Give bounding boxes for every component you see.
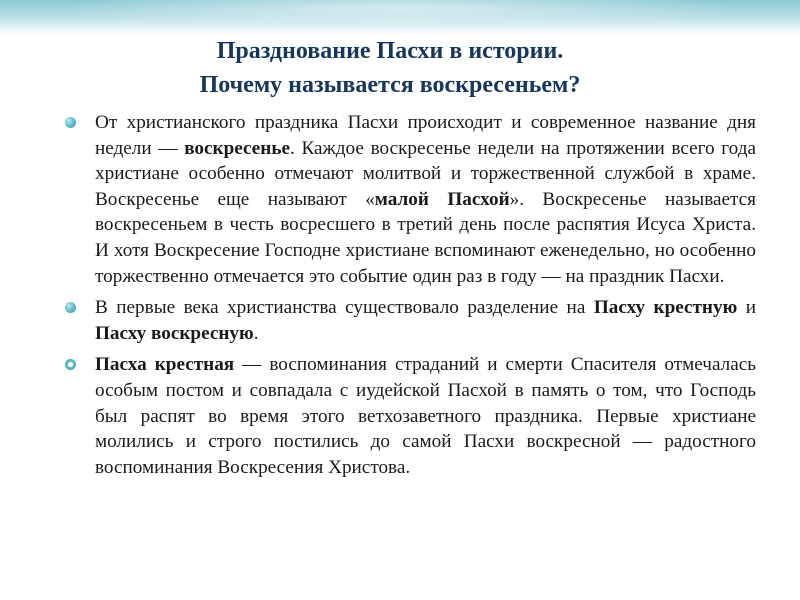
paragraph-text: . xyxy=(253,322,259,344)
bullet-icon xyxy=(65,359,76,370)
bold-term: Пасху крестную xyxy=(593,297,738,319)
slide-title xyxy=(80,34,700,102)
header-gradient-band xyxy=(0,0,800,36)
paragraph-text: . Каждое воскресенье недели на протяжении всего года христиане особенно отмечают молитвой и торжественной службой в храме. Воскресенье еще называют « xyxy=(95,137,756,210)
bullet-icon xyxy=(65,117,76,128)
paragraph-text: ». Воскресенье называется воскресеньем в честь восресшего в третий день после распятия Исуса Христа. И хотя Воскресение Господне христиане вспоминают еженедельно, но особенно торжественно отмечается это событие один раз в году — на праздник Пасхи. xyxy=(95,188,756,287)
bold-term: Пасха крестная xyxy=(95,354,235,376)
paragraph-text: — воспоминания страданий и смерти Спасителя отмечалась особым постом и совпадала с иудейской Пасхой в память о том, что Господь был распят во время этого ветхозаветного праздника. Первые христиане молились и строго постились до самой Пасхи воскресной — радостного воспоминания Воскресения Христова. xyxy=(95,354,756,478)
bullet-paragraph-3 xyxy=(62,352,756,480)
title-line-1: Празднование Пасхи в истории. xyxy=(216,38,564,64)
bullet-paragraph-2 xyxy=(62,295,756,346)
title-line-2: Почему называется воскресеньем? xyxy=(199,72,581,98)
bold-term: воскресенье xyxy=(184,137,290,159)
bold-term: Пасху воскресную xyxy=(95,322,254,344)
slide-content xyxy=(62,110,756,486)
paragraph-text: От христианского праздника Пасхи происходит и современное название дня недели — xyxy=(95,112,756,159)
paragraph-text: и xyxy=(737,297,756,319)
bullet-paragraph-1 xyxy=(62,110,756,289)
bullet-icon xyxy=(65,302,76,313)
paragraph-text: В первые века христианства существовало разделение на xyxy=(95,297,594,319)
bold-term: малой Пасхой xyxy=(374,188,510,210)
